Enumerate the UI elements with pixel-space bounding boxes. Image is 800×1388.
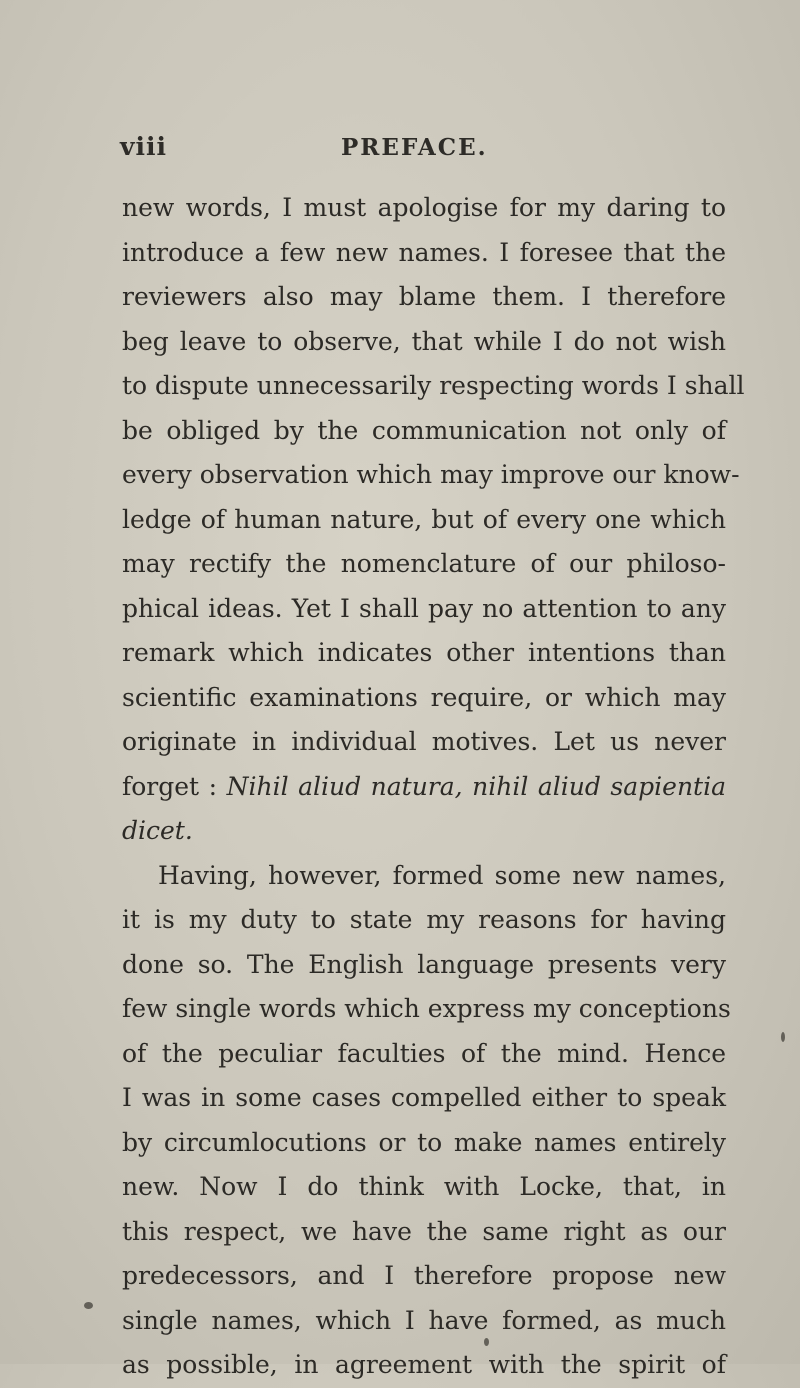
text-line: reviewers also may blame them. I therefore (122, 282, 726, 311)
paragraph-start-line: Having, however, formed some new names, (158, 860, 726, 890)
text-line: new. Now I do think with Locke, that, in (122, 1172, 726, 1201)
latin-quote-end: dicet. (122, 816, 193, 845)
text-line-quote-end (122, 809, 726, 854)
quote-lead-text: forget : (122, 771, 227, 801)
text-line: I was in some cases compelled either to speak (122, 1083, 726, 1112)
text-line: ledge of human nature, but of every one which (122, 504, 726, 534)
text-line: be obliged by the communication not only of (122, 415, 726, 445)
text-line: done so. The English language presents very (122, 949, 726, 979)
text-line: predecessors, and I therefore propose new (122, 1261, 726, 1290)
paper-speck (781, 1032, 785, 1042)
text-line: new words, I must apologise for my daring to (122, 193, 726, 222)
text-line: to dispute unnecessarily respecting words I shall (122, 371, 745, 400)
text-line: this respect, we have the same right as our (122, 1216, 726, 1246)
text-line: every observation which may improve our know- (122, 460, 740, 489)
text-line-quote (122, 765, 726, 810)
text-line: single names, which I have formed, as much (122, 1305, 726, 1335)
text-line: introduce a few new names. I foresee that the (122, 237, 726, 267)
text-line: few single words which express my conceptions (122, 994, 731, 1023)
text-line: as possible, in agreement with the spirit of (122, 1350, 726, 1379)
text-line: beg leave to observe, that while I do not wish (122, 326, 726, 356)
text-line: scientific examinations require, or which may (122, 682, 726, 712)
text-line: of the peculiar faculties of the mind. Hence (122, 1038, 726, 1068)
text-line: by circumlocutions or to make names entirely (122, 1127, 726, 1157)
text-line: originate in individual motives. Let us never (122, 727, 726, 756)
body-text (122, 186, 745, 1388)
page-number: viii (120, 132, 168, 161)
text-line: phical ideas. Yet I shall pay no attention to any (122, 593, 726, 623)
text-line: may rectify the nomenclature of our philoso- (122, 549, 726, 578)
running-head: PREFACE. (341, 134, 488, 161)
page-header (120, 132, 720, 172)
paper-speck (484, 1338, 489, 1346)
text-line: it is my duty to state my reasons for having (122, 905, 726, 934)
paper-speck (84, 1302, 93, 1309)
text-line: remark which indicates other intentions than (122, 638, 726, 667)
latin-quote: Nihil aliud natura, nihil aliud sapientia (226, 771, 726, 801)
